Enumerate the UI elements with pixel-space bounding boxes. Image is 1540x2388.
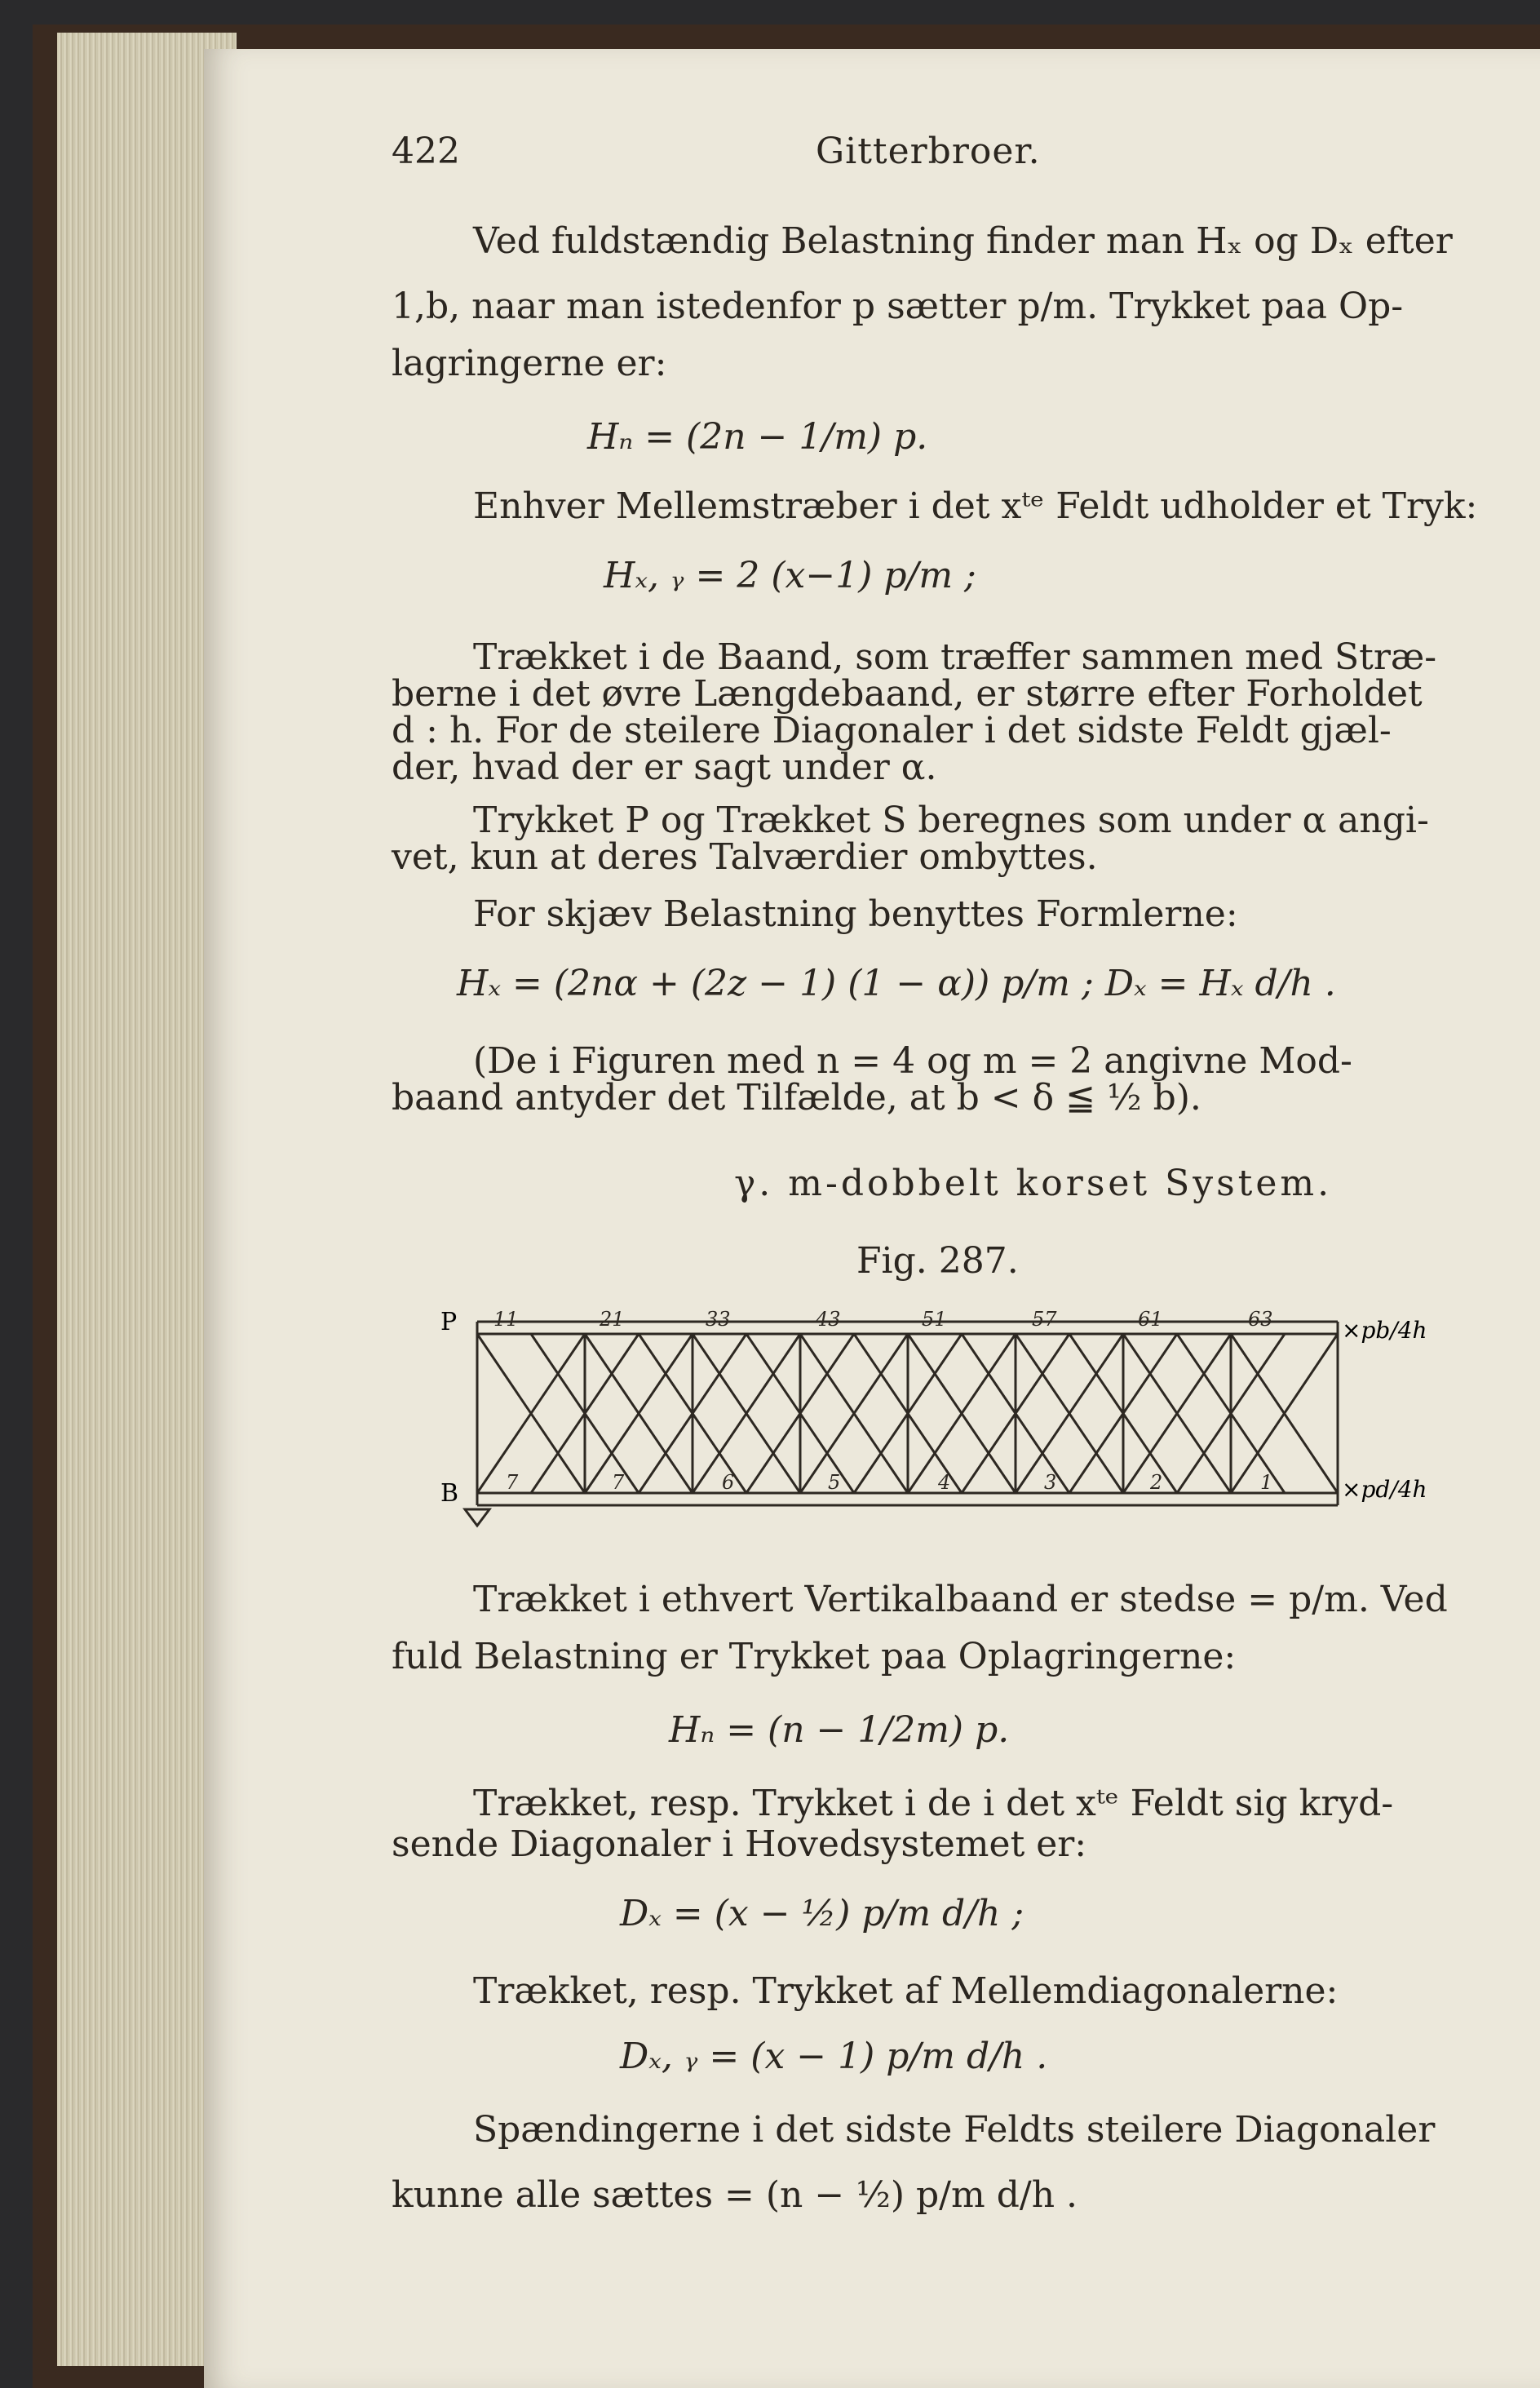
label-right-bottom: ×pd/4h bbox=[1342, 1476, 1427, 1503]
top-number: 61 bbox=[1138, 1308, 1163, 1331]
text-line: berne i det øvre Længdebaand, er større efter Forholdet bbox=[392, 673, 1423, 715]
bottom-number: 2 bbox=[1150, 1471, 1163, 1494]
text-line: For skjæv Belastning benyttes Formlerne: bbox=[473, 893, 1238, 935]
text-line: Trækket, resp. Trykket af Mellemdiagonalerne: bbox=[473, 1970, 1339, 2012]
top-number: 57 bbox=[1032, 1308, 1057, 1331]
figure-caption: Fig. 287. bbox=[856, 1240, 1019, 1282]
top-number: 33 bbox=[706, 1308, 731, 1331]
page-number: 422 bbox=[392, 131, 460, 172]
label-p: P bbox=[440, 1308, 458, 1336]
text-line: fuld Belastning er Trykket paa Oplagringerne: bbox=[392, 1636, 1237, 1677]
top-number: 21 bbox=[600, 1308, 625, 1331]
formula-4: Hₙ = (n − 1/2m) p. bbox=[669, 1709, 1010, 1751]
text-line: Trykket P og Trækket S beregnes som under α angi- bbox=[473, 800, 1429, 841]
top-number: 51 bbox=[922, 1308, 947, 1331]
top-number: 63 bbox=[1248, 1308, 1273, 1331]
top-number: 43 bbox=[816, 1308, 841, 1331]
label-right-top: ×pb/4h bbox=[1342, 1317, 1427, 1344]
text-line: 1,b, naar man istedenfor p sætter p/m. Trykket paa Op- bbox=[392, 286, 1404, 327]
formula-2: Hₓ, ᵧ = 2 (x−1) p/m ; bbox=[604, 555, 976, 596]
bottom-number: 3 bbox=[1044, 1471, 1057, 1494]
text-line: (De i Figuren med n = 4 og m = 2 angivne Mod- bbox=[473, 1040, 1352, 1082]
text-line: lagringerne er: bbox=[392, 343, 667, 384]
text-line: kunne alle sættes = (n − ½) p/m d/h . bbox=[392, 2174, 1078, 2216]
text-line: Trækket i ethvert Vertikalbaand er stedse = p/m. Ved bbox=[473, 1579, 1448, 1620]
text-line: Trækket, resp. Trykket i de i det xᵗᵉ Feldt sig kryd- bbox=[473, 1783, 1394, 1824]
formula-3: Hₓ = (2nα + (2z − 1) (1 − α)) p/m ; Dₓ = Hₓ d/h . bbox=[457, 963, 1336, 1004]
truss-diagram bbox=[432, 1297, 1436, 1550]
top-number: 11 bbox=[493, 1308, 519, 1331]
text-line: baand antyder det Tilfælde, at b < δ ≦ ½ b). bbox=[392, 1077, 1201, 1119]
text-line: Enhver Mellemstræber i det xᵗᵉ Feldt udholder et Tryk: bbox=[473, 485, 1478, 527]
bottom-number: 7 bbox=[506, 1471, 519, 1494]
section-heading: γ. m-dobbelt korset System. bbox=[734, 1163, 1333, 1204]
formula-6: Dₓ, ᵧ = (x − 1) p/m d/h . bbox=[620, 2036, 1048, 2077]
text-line: der, hvad der er sagt under α. bbox=[392, 747, 937, 788]
running-title: Gitterbroer. bbox=[816, 131, 1041, 172]
text-line: vet, kun at deres Talværdier ombyttes. bbox=[392, 836, 1098, 878]
bottom-number: 1 bbox=[1260, 1471, 1273, 1494]
text-line: Ved fuldstændig Belastning finder man Hₓ og Dₓ efter bbox=[473, 220, 1453, 262]
bottom-number: 6 bbox=[722, 1471, 735, 1494]
text-line: sende Diagonaler i Hovedsystemet er: bbox=[392, 1823, 1087, 1865]
bottom-number: 7 bbox=[612, 1471, 625, 1494]
bottom-number: 4 bbox=[938, 1471, 951, 1494]
bottom-number: 5 bbox=[828, 1471, 841, 1494]
text-line: Spændingerne i det sidste Feldts steilere Diagonaler bbox=[473, 2109, 1436, 2151]
text-line: Trækket i de Baand, som træffer sammen med Stræ- bbox=[473, 636, 1437, 678]
formula-1: Hₙ = (2n − 1/m) p. bbox=[587, 416, 928, 458]
text-line: d : h. For de steilere Diagonaler i det sidste Feldt gjæl- bbox=[392, 710, 1392, 751]
formula-5: Dₓ = (x − ½) p/m d/h ; bbox=[620, 1893, 1024, 1934]
label-b: B bbox=[440, 1479, 459, 1508]
